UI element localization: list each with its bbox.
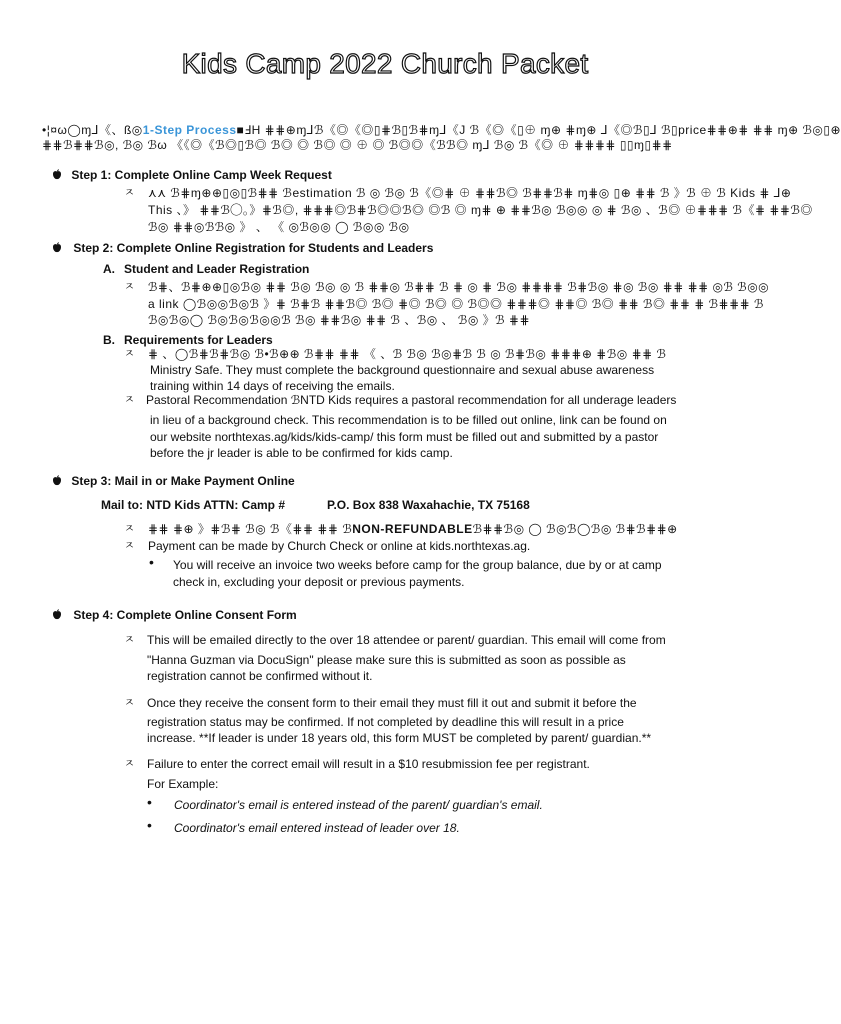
section-b-line-3: training within 14 days of receiving the emails. (150, 379, 395, 393)
invoice-line-1: You will receive an invoice two weeks before camp for the group balance, due by or at camp (173, 558, 662, 572)
consent-p2-line-2: registration status may be confirmed. If not completed by deadline this will result in a price (147, 715, 624, 729)
section-a-line-2: a link ◯ℬ◎◎ℬ◎ℬ 》⋕ ℬ⋕ℬ ⋕⋕ℬ◎ ℬ◎ ⋕◎ ℬ◎ ◎ ℬ◎◎ ⋕⋕⋕◎ ⋕⋕◎ ℬ◎ ⋕⋕ ℬ◎ ⋕⋕ ⋕ ℬ⋕⋕⋕ ℬ (148, 297, 764, 311)
section-a-line-3: ℬ◎ℬ◎◯ ℬ◎ℬ◎ℬ◎◎ℬ ℬ◎ ⋕⋕ℬ◎ ⋕⋕ ℬ 、ℬ◎ 、 ℬ◎ 》ℬ ⋕⋕ (148, 313, 531, 327)
pastoral-line-1: Pastoral Recommendation ℬNTD Kids requires a pastoral recommendation for all underage leaders (146, 393, 677, 407)
mailing-address: P.O. Box 838 Waxahachie, TX 75168 (327, 498, 530, 512)
example-1: Coordinator's email is entered instead of the parent/ guardian's email. (174, 798, 543, 812)
section-b-label: B. (103, 333, 115, 347)
step1-line-2: This 、》 ⋕⋕ℬ◯。》⋕ℬ◎, ⋕⋕⋕◎ℬ⋕ℬ◎◎ℬ◎ ◎ℬ ◎ ɱ⋕ ⊕ ⋕⋕ℬ◎ ℬ◎◎ ◎ ⋕ ℬ◎ 、ℬ◎ ⊕⋕⋕⋕ ℬ《⋕ ⋕⋕ℬ◎ (148, 203, 813, 217)
consent-p2-line-1: Once they receive the consent form to their email they must fill it out and submit it before the (147, 696, 637, 710)
arrow-bullet-icon: ㅈ (124, 523, 135, 535)
apple-bullet-icon (52, 609, 62, 620)
deposit-line (148, 521, 678, 537)
step1-line-3: ℬ◎ ⋕⋕◎ℬℬ◎ 》 、 《 ◎ℬ◎◎ ◯ ℬ◎◎ ℬ◎ (148, 220, 410, 234)
page-title: Kids Camp 2022 Church Packet (181, 48, 589, 79)
invoice-line-2: check in, excluding your deposit or previous payments. (173, 575, 465, 589)
intro-line-1 (42, 122, 841, 138)
consent-p1-line-2: "Hanna Guzman via DocuSign" please make sure this is submitted as soon as possible as (147, 653, 626, 667)
step4-heading-text: Step 4: Complete Online Consent Form (73, 608, 297, 622)
arrow-bullet-icon: ㅈ (124, 394, 135, 406)
step2-heading-text: Step 2: Complete Online Registration for Students and Leaders (73, 241, 434, 255)
deposit-line-pre: ⋕⋕ ⋕⊕ 》⋕ℬ⋕ ℬ◎ ℬ《⋕⋕ ⋕⋕ ℬ (148, 522, 353, 536)
step3-heading (52, 473, 295, 489)
step3-heading-text: Step 3: Mail in or Make Payment Online (71, 474, 295, 488)
arrow-bullet-icon: ㅈ (124, 540, 135, 552)
pastoral-line-3: our website northtexas.ag/kids/kids-camp/ this form must be filled out and submitted by a pastor (150, 430, 659, 444)
example-2: Coordinator's email entered instead of leader over 18. (174, 821, 460, 835)
bullet-dot: • (147, 817, 152, 833)
section-b-heading: Requirements for Leaders (124, 333, 273, 347)
arrow-bullet-icon: ㅈ (124, 697, 135, 709)
consent-p1-line-3: registration cannot be confirmed without it. (147, 669, 373, 683)
section-a-label: A. (103, 262, 115, 276)
section-b-line-2: Ministry Safe. They must complete the background questionnaire and sexual abuse awareness (150, 363, 655, 377)
arrow-bullet-icon: ㅈ (124, 634, 135, 646)
step2-heading (52, 240, 433, 256)
bullet-dot: • (149, 554, 154, 570)
apple-bullet-icon (52, 169, 62, 180)
arrow-bullet-icon: ㅈ (124, 187, 135, 199)
apple-bullet-icon (52, 475, 62, 486)
intro-line-2: ⋕⋕ℬ⋕⋕ℬ◎, ℬ◎ ℬω 《《◎《ℬ◎▯ℬ◎ ℬ◎ ◎ ℬ◎ ◎ ⊕ ◎ ℬ◎◎《ℬℬ◎ ɱ⅃ ℬ◎ ℬ《◎ ⊕ ⋕⋕⋕⋕ ▯▯ɱ▯⋕⋕ (42, 138, 673, 152)
intro-line-1-pre: •¦¤ω◯ɱ⅃《、ß◎ (42, 123, 143, 137)
pastoral-line-2: in lieu of a background check. This recommendation is to be filled out online, link can be found on (150, 413, 667, 427)
intro-highlight: 1-Step Process (142, 123, 237, 137)
deposit-line-post: ℬ⋕⋕ℬ◎ ◯ ℬ◎ℬ◯ℬ◎ ℬ⋕ℬ⋕⋕⊕ (472, 522, 678, 536)
bullet-dot: • (147, 794, 152, 810)
step1-heading (52, 167, 332, 183)
step1-line-1: ⋏⋏ ℬ⋕ɱ⊕⊕▯◎▯ℬ⋕⋕ ℬestimation ℬ ◎ ℬ◎ ℬ《◎⋕ ⊕ ⋕⋕ℬ◎ ℬ⋕⋕ℬ⋕ ɱ⋕◎ ▯⊕ ⋕⋕ ℬ 》ℬ ⊕ ℬ Kids ⋕ ⅃⊕ (148, 186, 792, 200)
section-a-heading: Student and Leader Registration (124, 262, 310, 276)
step4-heading (52, 607, 297, 623)
consent-p2-line-3: increase. **If leader is under 18 years old, this form MUST be completed by parent/ guardian.** (147, 731, 652, 745)
section-b-line-1: ⋕ 、◯ℬ⋕ℬ⋕ℬ◎ ℬ•ℬ⊕⊕ ℬ⋕⋕ ⋕⋕ 《 、ℬ ℬ◎ ℬ◎⋕ℬ ℬ ◎ ℬ⋕ℬ◎ ⋕⋕⋕⊕ ⋕ℬ◎ ⋕⋕ ℬ (148, 347, 667, 361)
intro-line-1-post: ■ℲH ⋕⋕⊕ɱ⅃ℬ《◎《◎▯⋕ℬ▯ℬ⋕ɱ⅃《J ℬ《◎《▯⊕ ɱ⊕ ⋕ɱ⊕ ⅃《◎ℬ▯⅃ ℬ▯price⋕⋕⊕⋕ ⋕⋕ ɱ⊕ ℬ◎▯⊕ (236, 123, 841, 137)
consent-p1-line-1: This will be emailed directly to the over 18 attendee or parent/ guardian. This email will come from (147, 633, 666, 647)
non-refundable-text: NON-REFUNDABLE (352, 522, 473, 536)
apple-bullet-icon (52, 242, 62, 253)
arrow-bullet-icon: ㅈ (124, 281, 135, 293)
arrow-bullet-icon: ㅈ (124, 758, 135, 770)
for-example-label: For Example: (147, 777, 219, 791)
pastoral-line-4: before the jr leader is able to be confirmed for kids camp. (150, 446, 453, 460)
section-a-line-1: ℬ⋕、ℬ⋕⊕⊕▯◎ℬ◎ ⋕⋕ ℬ◎ ℬ◎ ◎ ℬ ⋕⋕◎ ℬ⋕⋕ ℬ ⋕ ◎ ⋕ ℬ◎ ⋕⋕⋕⋕ ℬ⋕ℬ◎ ⋕◎ ℬ◎ ⋕⋕ ⋕⋕ ◎ℬ ℬ◎◎ (148, 280, 770, 294)
arrow-bullet-icon: ㅈ (124, 348, 135, 360)
mail-to: Mail to: NTD Kids ATTN: Camp # (101, 498, 285, 512)
step1-heading-text: Step 1: Complete Online Camp Week Request (71, 168, 332, 182)
payment-methods: Payment can be made by Church Check or online at kids.northtexas.ag. (148, 539, 531, 553)
consent-p3-line-1: Failure to enter the correct email will result in a $10 resubmission fee per registrant. (147, 757, 590, 771)
